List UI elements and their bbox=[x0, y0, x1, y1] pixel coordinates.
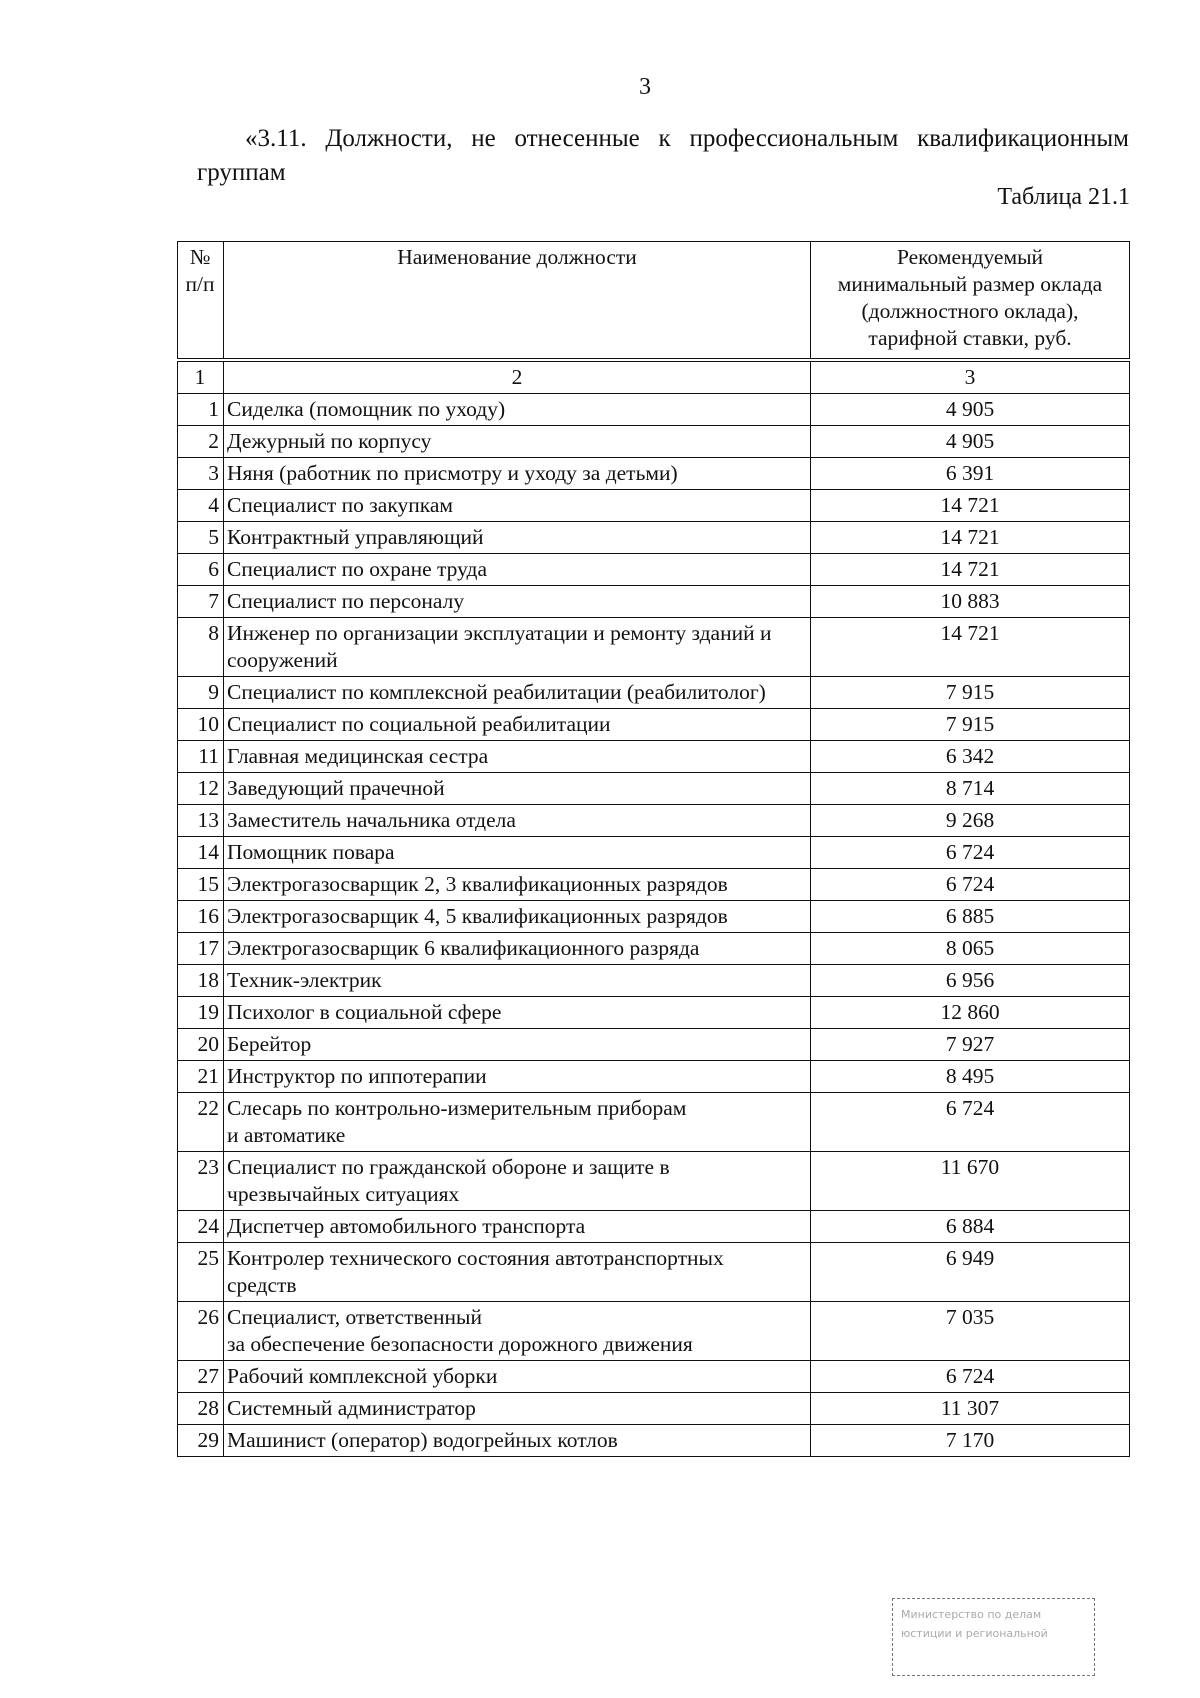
position-name: Инструктор по иппотерапии bbox=[224, 1061, 811, 1093]
salary-value: 11 670 bbox=[811, 1152, 1130, 1211]
position-name: Помощник повара bbox=[224, 837, 811, 869]
table-row bbox=[178, 1093, 1130, 1152]
salary-value: 6 724 bbox=[811, 837, 1130, 869]
row-number: 15 bbox=[178, 869, 224, 901]
column-number-row bbox=[178, 360, 1130, 394]
position-name: Специалист по социальной реабилитации bbox=[224, 709, 811, 741]
row-number: 23 bbox=[178, 1152, 224, 1211]
header-salary: Рекомендуемый минимальный размер оклада (должностного оклада), тарифной ставки, руб. bbox=[811, 242, 1130, 361]
registration-stamp bbox=[892, 1598, 1095, 1676]
table-row bbox=[178, 394, 1130, 426]
table-row bbox=[178, 586, 1130, 618]
table-row bbox=[178, 618, 1130, 677]
row-number: 3 bbox=[178, 458, 224, 490]
position-name: Машинист (оператор) водогрейных котлов bbox=[224, 1425, 811, 1457]
heading-word: профессиональным bbox=[689, 125, 899, 152]
table-row bbox=[178, 426, 1130, 458]
row-number: 20 bbox=[178, 1029, 224, 1061]
position-name: Специалист по персоналу bbox=[224, 586, 811, 618]
table-row bbox=[178, 997, 1130, 1029]
heading-word: Должности, bbox=[325, 125, 453, 152]
row-number: 14 bbox=[178, 837, 224, 869]
header-position-name: Наименование должности bbox=[224, 242, 811, 361]
table-row bbox=[178, 837, 1130, 869]
salary-value: 14 721 bbox=[811, 618, 1130, 677]
position-name: Заместитель начальника отдела bbox=[224, 805, 811, 837]
row-number: 24 bbox=[178, 1211, 224, 1243]
table-row bbox=[178, 1302, 1130, 1361]
position-name: Слесарь по контрольно-измерительным приборам и автоматике bbox=[224, 1093, 811, 1152]
row-number: 9 bbox=[178, 677, 224, 709]
row-number: 21 bbox=[178, 1061, 224, 1093]
table-row bbox=[178, 965, 1130, 997]
row-number: 18 bbox=[178, 965, 224, 997]
page-number: 3 bbox=[639, 74, 651, 100]
position-name: Заведующий прачечной bbox=[224, 773, 811, 805]
position-name: Контролер технического состояния автотранспортных средств bbox=[224, 1243, 811, 1302]
salary-value: 6 884 bbox=[811, 1211, 1130, 1243]
salary-value: 4 905 bbox=[811, 426, 1130, 458]
row-number: 17 bbox=[178, 933, 224, 965]
row-number: 26 bbox=[178, 1302, 224, 1361]
header-number: № п/п bbox=[178, 242, 224, 361]
salary-value: 12 860 bbox=[811, 997, 1130, 1029]
salary-value: 6 724 bbox=[811, 869, 1130, 901]
salary-value: 7 170 bbox=[811, 1425, 1130, 1457]
table-row bbox=[178, 677, 1130, 709]
table-row bbox=[178, 458, 1130, 490]
salary-value: 7 915 bbox=[811, 709, 1130, 741]
position-name: Специалист по охране труда bbox=[224, 554, 811, 586]
column-number-2: 2 bbox=[224, 360, 811, 394]
position-name: Няня (работник по присмотру и уходу за детьми) bbox=[224, 458, 811, 490]
table-header-row bbox=[178, 242, 1130, 361]
table-row bbox=[178, 933, 1130, 965]
heading-line-1 bbox=[197, 122, 1129, 156]
table-row bbox=[178, 805, 1130, 837]
row-number: 19 bbox=[178, 997, 224, 1029]
positions-table bbox=[177, 241, 1130, 1457]
position-name: Техник-электрик bbox=[224, 965, 811, 997]
table-row bbox=[178, 1152, 1130, 1211]
table-row bbox=[178, 490, 1130, 522]
position-name: Сиделка (помощник по уходу) bbox=[224, 394, 811, 426]
table-row bbox=[178, 1211, 1130, 1243]
row-number: 22 bbox=[178, 1093, 224, 1152]
position-name: Специалист по гражданской обороне и защите в чрезвычайных ситуациях bbox=[224, 1152, 811, 1211]
position-name: Электрогазосварщик 6 квалификационного разряда bbox=[224, 933, 811, 965]
stamp-line-1: Министерство по делам bbox=[901, 1608, 1042, 1621]
row-number: 12 bbox=[178, 773, 224, 805]
row-number: 8 bbox=[178, 618, 224, 677]
table-row bbox=[178, 773, 1130, 805]
table-row bbox=[178, 1393, 1130, 1425]
stamp-line-2: юстиции и региональной bbox=[901, 1627, 1048, 1640]
row-number: 25 bbox=[178, 1243, 224, 1302]
table-row bbox=[178, 1061, 1130, 1093]
row-number: 11 bbox=[178, 741, 224, 773]
row-number: 4 bbox=[178, 490, 224, 522]
position-name: Берейтор bbox=[224, 1029, 811, 1061]
salary-value: 4 905 bbox=[811, 394, 1130, 426]
salary-value: 14 721 bbox=[811, 554, 1130, 586]
heading-line-2: группам bbox=[197, 159, 286, 186]
position-name: Дежурный по корпусу bbox=[224, 426, 811, 458]
salary-value: 9 268 bbox=[811, 805, 1130, 837]
salary-value: 11 307 bbox=[811, 1393, 1130, 1425]
row-number: 27 bbox=[178, 1361, 224, 1393]
position-name: Диспетчер автомобильного транспорта bbox=[224, 1211, 811, 1243]
salary-value: 7 915 bbox=[811, 677, 1130, 709]
heading-word: отнесенные bbox=[514, 125, 640, 152]
salary-value: 8 495 bbox=[811, 1061, 1130, 1093]
salary-value: 7 035 bbox=[811, 1302, 1130, 1361]
section-heading bbox=[197, 122, 1129, 190]
position-name: Рабочий комплексной уборки bbox=[224, 1361, 811, 1393]
row-number: 13 bbox=[178, 805, 224, 837]
heading-word: не bbox=[471, 125, 496, 152]
salary-value: 7 927 bbox=[811, 1029, 1130, 1061]
position-name: Специалист по закупкам bbox=[224, 490, 811, 522]
column-number-1: 1 bbox=[178, 360, 224, 394]
salary-value: 6 956 bbox=[811, 965, 1130, 997]
row-number: 28 bbox=[178, 1393, 224, 1425]
row-number: 1 bbox=[178, 394, 224, 426]
position-name: Инженер по организации эксплуатации и ремонту зданий и сооружений bbox=[224, 618, 811, 677]
position-name: Специалист, ответственный за обеспечение безопасности дорожного движения bbox=[224, 1302, 811, 1361]
row-number: 5 bbox=[178, 522, 224, 554]
salary-value: 10 883 bbox=[811, 586, 1130, 618]
salary-value: 6 885 bbox=[811, 901, 1130, 933]
positions-table-body bbox=[178, 242, 1130, 1457]
position-name: Системный администратор bbox=[224, 1393, 811, 1425]
position-name: Психолог в социальной сфере bbox=[224, 997, 811, 1029]
salary-value: 8 714 bbox=[811, 773, 1130, 805]
table-row bbox=[178, 741, 1130, 773]
row-number: 7 bbox=[178, 586, 224, 618]
table-row bbox=[178, 522, 1130, 554]
salary-value: 8 065 bbox=[811, 933, 1130, 965]
salary-value: 6 724 bbox=[811, 1361, 1130, 1393]
table-row bbox=[178, 1361, 1130, 1393]
salary-value: 6 949 bbox=[811, 1243, 1130, 1302]
salary-value: 6 342 bbox=[811, 741, 1130, 773]
position-name: Контрактный управляющий bbox=[224, 522, 811, 554]
position-name: Электрогазосварщик 4, 5 квалификационных разрядов bbox=[224, 901, 811, 933]
table-caption: Таблица 21.1 bbox=[997, 184, 1130, 210]
table-row bbox=[178, 1425, 1130, 1457]
row-number: 10 bbox=[178, 709, 224, 741]
position-name: Специалист по комплексной реабилитации (реабилитолог) bbox=[224, 677, 811, 709]
position-name: Электрогазосварщик 2, 3 квалификационных разрядов bbox=[224, 869, 811, 901]
salary-value: 14 721 bbox=[811, 490, 1130, 522]
table-row bbox=[178, 869, 1130, 901]
row-number: 16 bbox=[178, 901, 224, 933]
row-number: 29 bbox=[178, 1425, 224, 1457]
salary-value: 14 721 bbox=[811, 522, 1130, 554]
table-row bbox=[178, 1243, 1130, 1302]
column-number-3: 3 bbox=[811, 360, 1130, 394]
salary-value: 6 391 bbox=[811, 458, 1130, 490]
table-row bbox=[178, 554, 1130, 586]
table-row bbox=[178, 709, 1130, 741]
table-row bbox=[178, 901, 1130, 933]
row-number: 2 bbox=[178, 426, 224, 458]
heading-word: к bbox=[658, 125, 671, 152]
table-row bbox=[178, 1029, 1130, 1061]
heading-word: «3.11. bbox=[245, 125, 307, 152]
position-name: Главная медицинская сестра bbox=[224, 741, 811, 773]
heading-word: квалификационным bbox=[917, 125, 1129, 152]
salary-value: 6 724 bbox=[811, 1093, 1130, 1152]
row-number: 6 bbox=[178, 554, 224, 586]
